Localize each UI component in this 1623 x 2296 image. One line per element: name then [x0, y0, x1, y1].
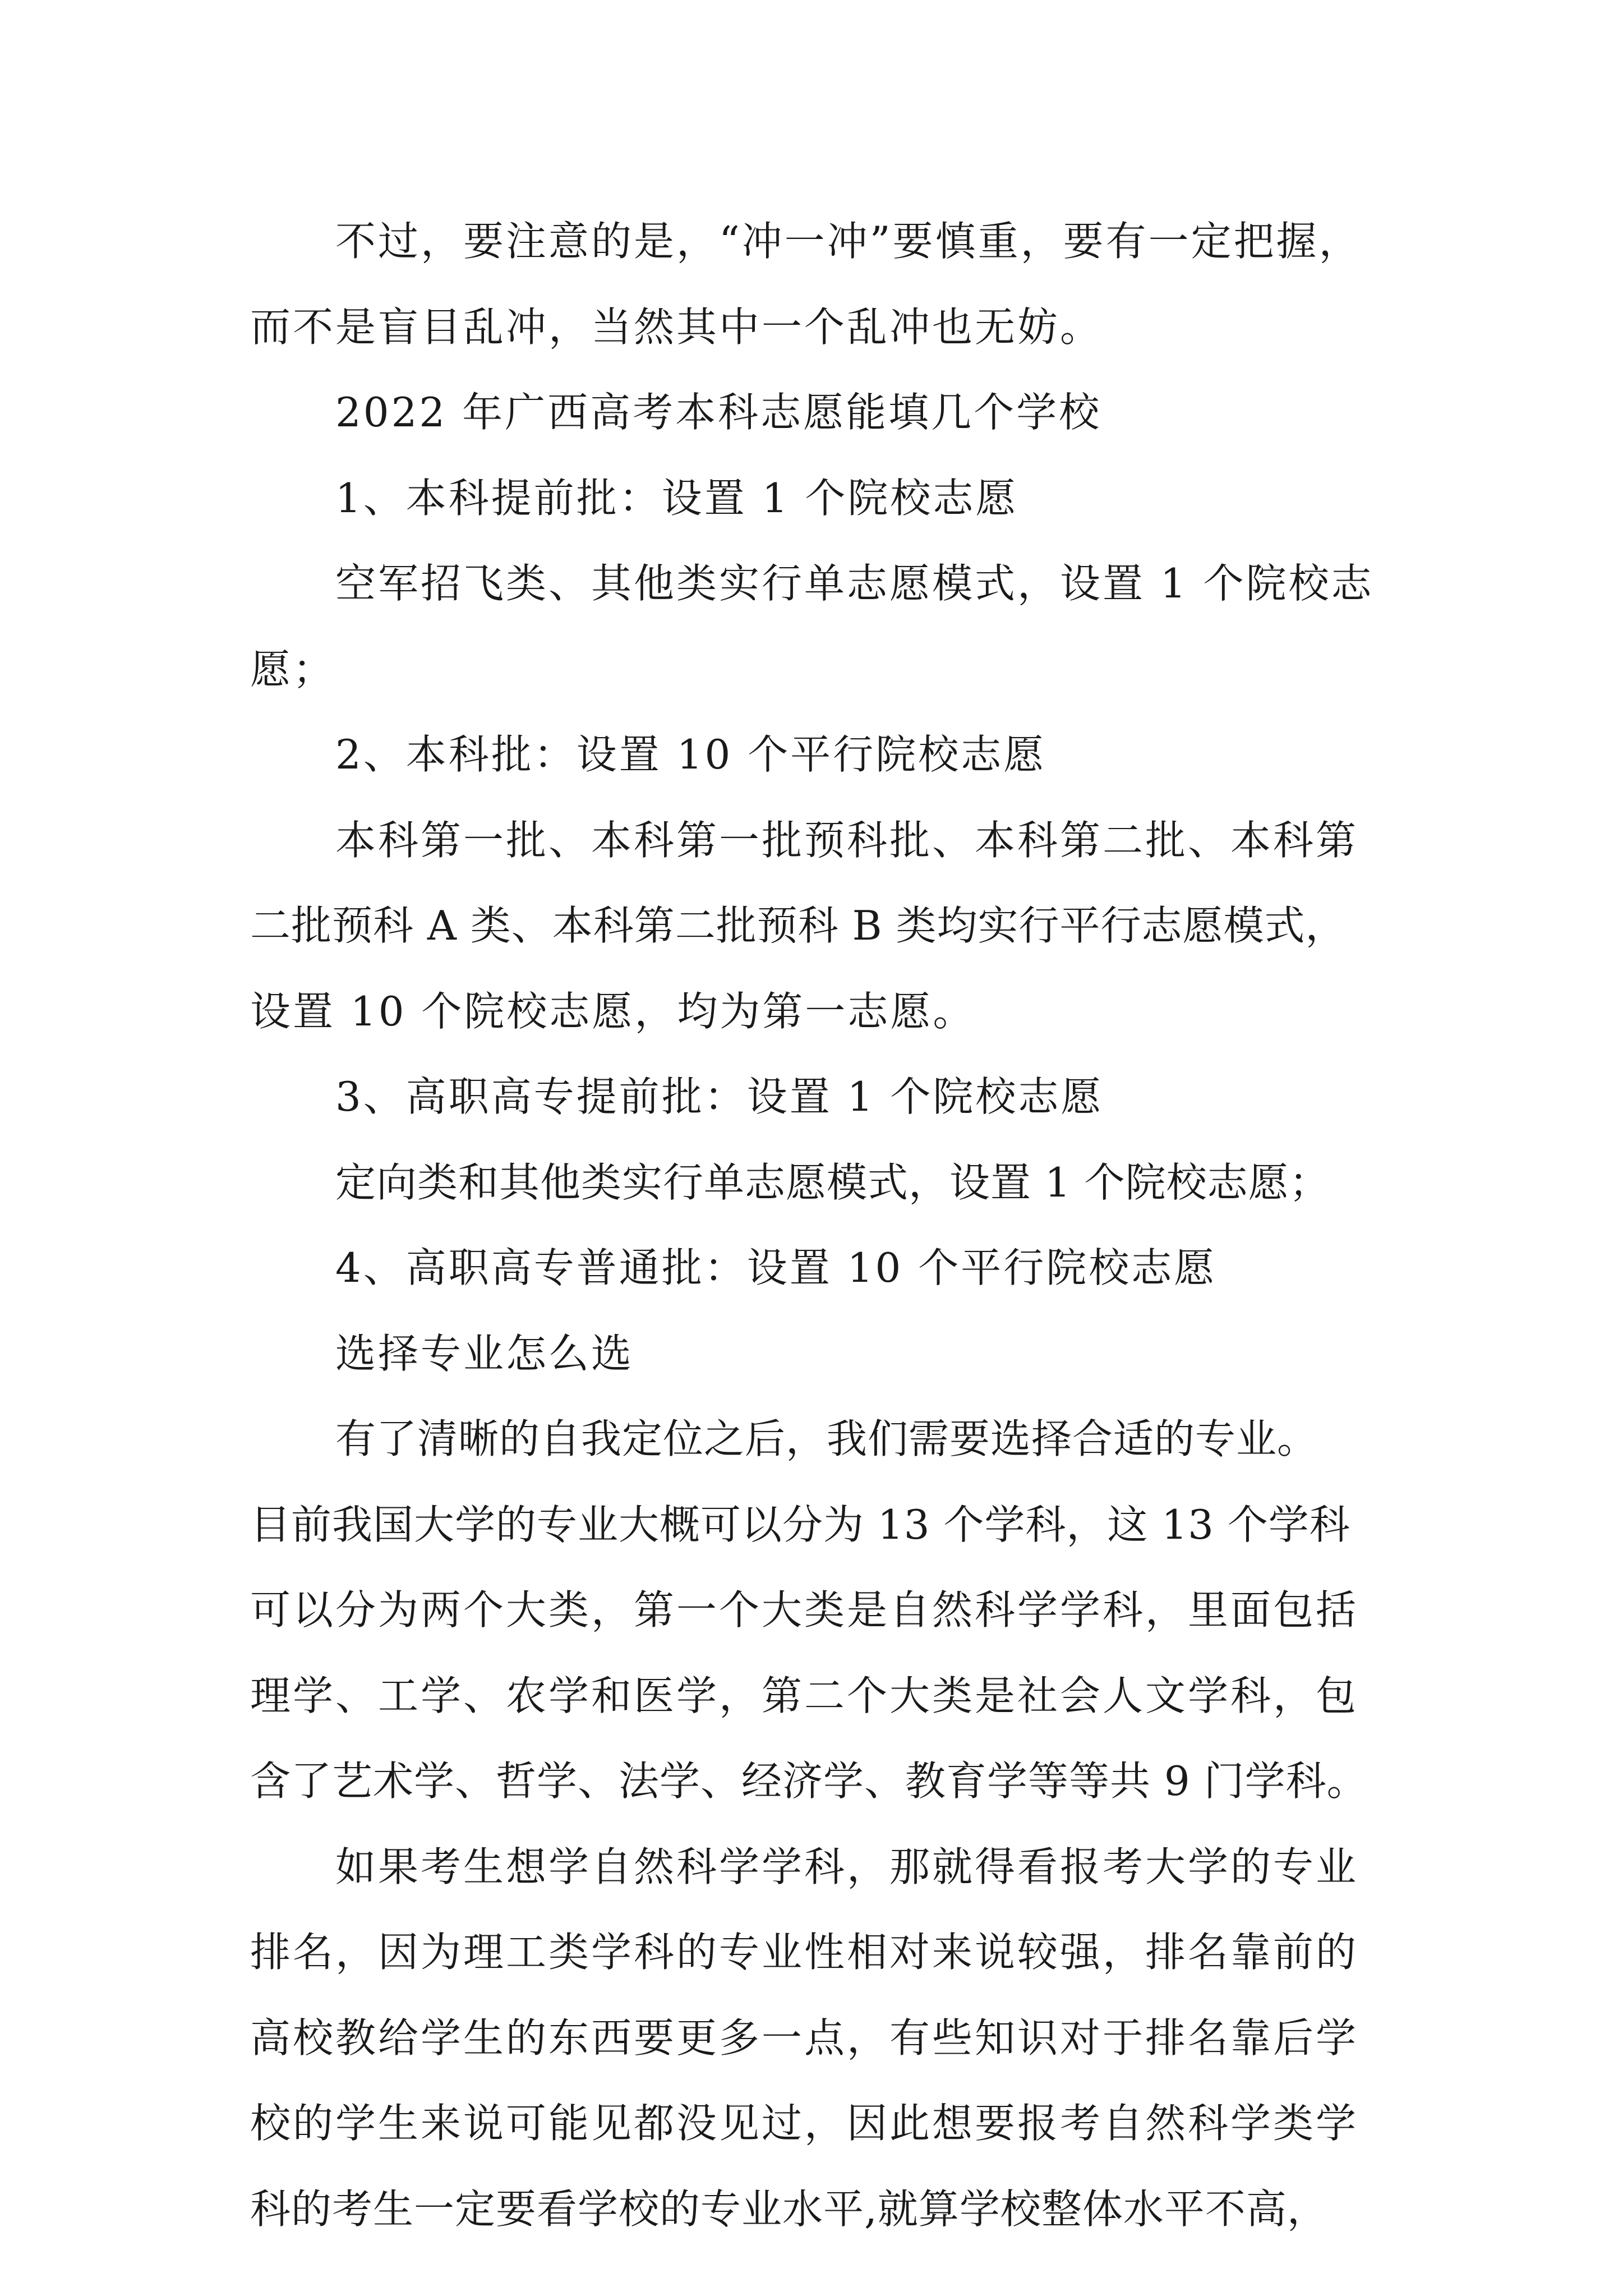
document-body [250, 199, 1389, 2252]
paragraph-line: 可以分为两个大类，第一个大类是自然科学学科，里面包括 [250, 1586, 1359, 1634]
section-heading: 2022 年广西高考本科志愿能填几个学校 [335, 389, 1102, 436]
paragraph-line: 目前我国大学的专业大概可以分为 13 个学科，这 13 个学科 [250, 1501, 1350, 1548]
list-item-heading: 2、本科批：设置 10 个平行院校志愿 [335, 731, 1046, 778]
section-heading: 选择专业怎么选 [335, 1329, 634, 1377]
paragraph-line: 含了艺术学、哲学、法学、经济学、教育学等等共 9 门学科。 [250, 1757, 1368, 1805]
paragraph-line: 二批预科 A 类、本科第二批预科 B 类均实行平行志愿模式， [250, 902, 1347, 949]
paragraph-line: 本科第一批、本科第一批预科批、本科第二批、本科第 [335, 816, 1359, 864]
paragraph-line: 愿； [250, 645, 336, 693]
paragraph-line: 理学、工学、农学和医学，第二个大类是社会人文学科，包 [250, 1672, 1359, 1719]
paragraph-line: 如果考生想学自然科学学科，那就得看报考大学的专业 [335, 1843, 1359, 1890]
list-item-heading: 3、高职高专提前批：设置 1 个院校志愿 [335, 1073, 1104, 1120]
paragraph-line: 科的考生一定要看学校的专业水平,就算学校整体水平不高， [250, 2185, 1328, 2233]
paragraph-line: 有了清晰的自我定位之后，我们需要选择合适的专业。 [335, 1415, 1318, 1462]
list-item-heading: 1、本科提前批：设置 1 个院校志愿 [335, 474, 1018, 522]
paragraph-line: 校的学生来说可能见都没见过，因此想要报考自然科学类学 [250, 2100, 1359, 2147]
paragraph-line: 不过，要注意的是，“冲一冲”要慎重，要有一定把握， [335, 218, 1362, 265]
paragraph-line: 空军招飞类、其他类实行单志愿模式，设置 1 个院校志 [335, 560, 1374, 607]
paragraph-line: 高校教给学生的东西要更多一点，有些知识对于排名靠后学 [250, 2014, 1359, 2062]
list-item-heading: 4、高职高专普通批：设置 10 个平行院校志愿 [335, 1244, 1217, 1291]
paragraph-line: 而不是盲目乱冲，当然其中一个乱冲也无妨。 [250, 303, 1103, 351]
paragraph-line: 排名，因为理工类学科的专业性相对来说较强，排名靠前的 [250, 1929, 1359, 1976]
paragraph-line: 设置 10 个院校志愿，均为第一志愿。 [250, 987, 976, 1035]
paragraph-line: 定向类和其他类实行单志愿模式，设置 1 个院校志愿； [335, 1158, 1330, 1206]
